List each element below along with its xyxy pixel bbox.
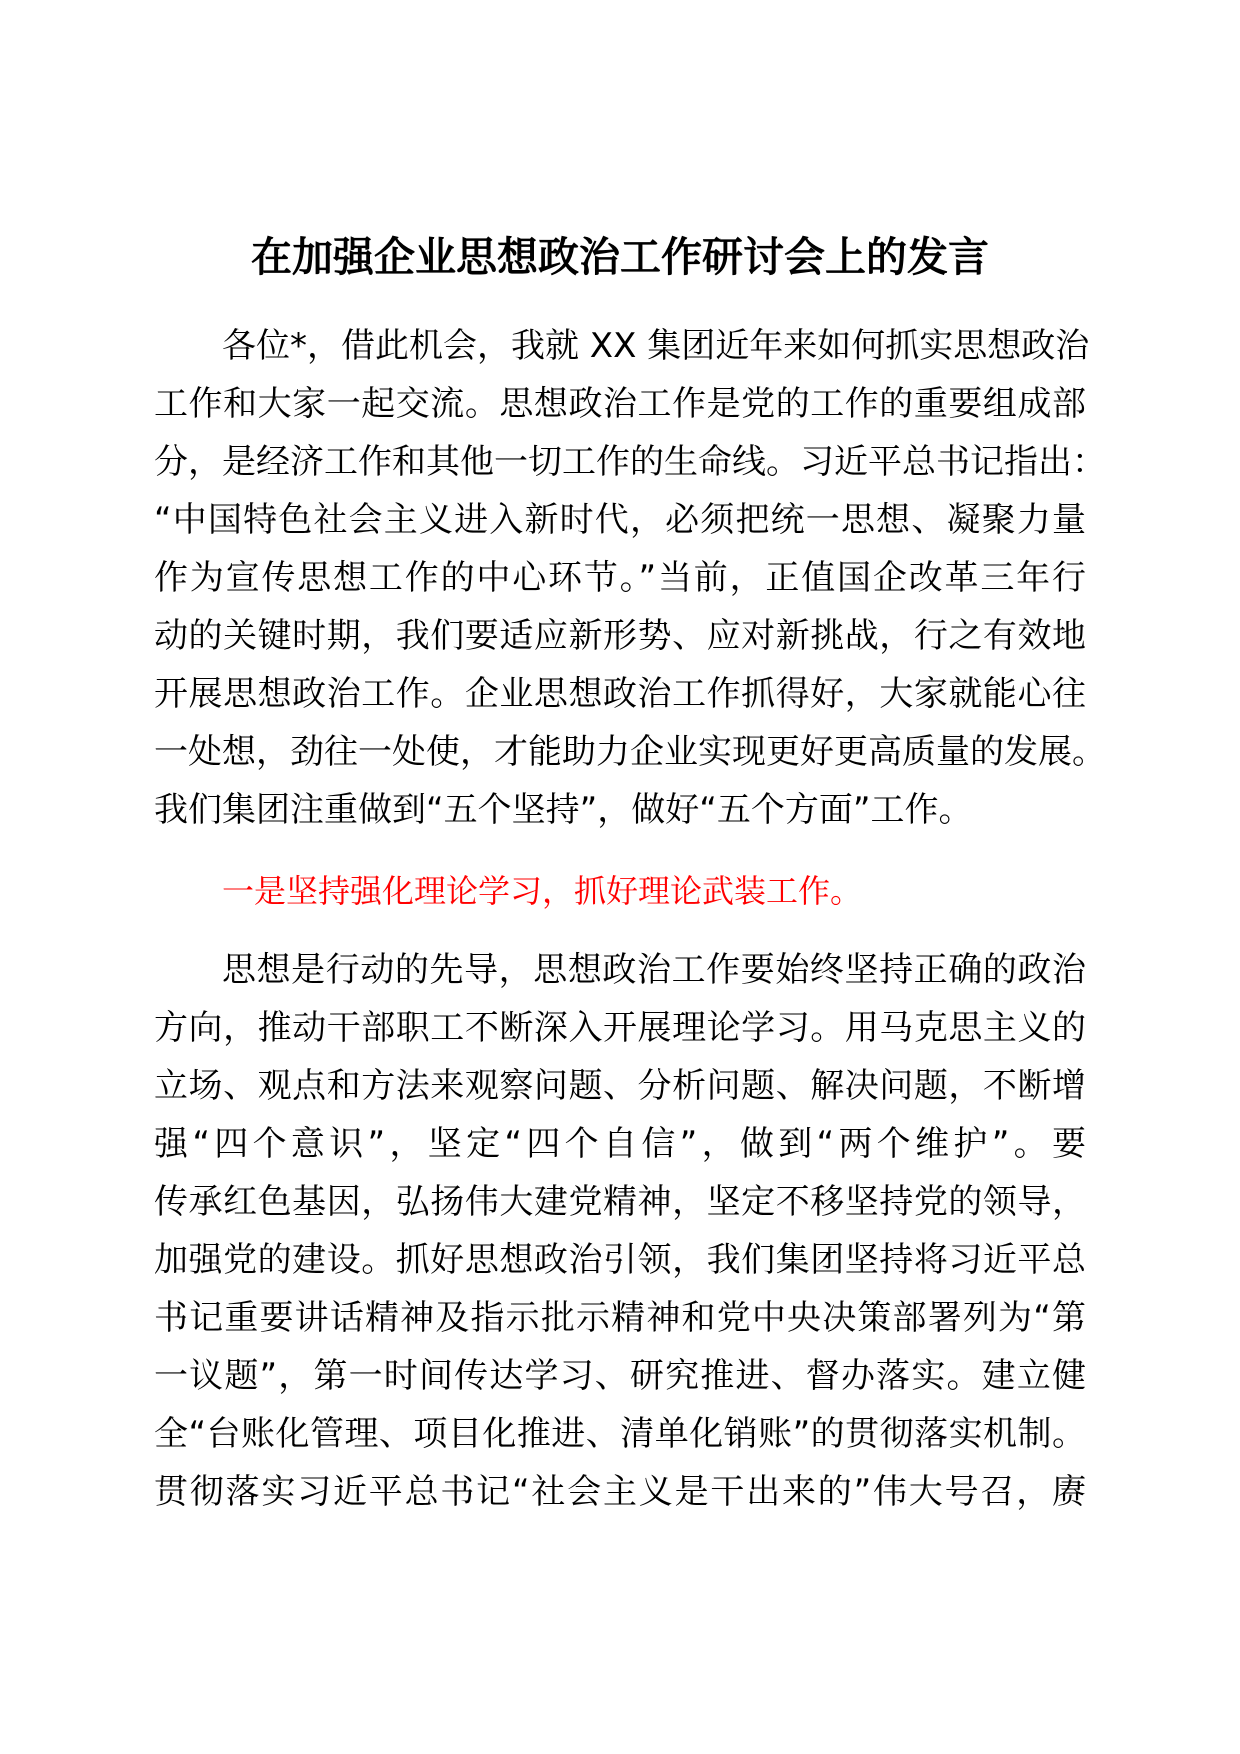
text-line: 强“四个意识”，坚定“四个自信”，做到“两个维护”。要: [154, 1124, 1086, 1164]
text-line: 分，是经济工作和其他一切工作的生命线。习近平总书记指出：: [154, 442, 1106, 482]
text-line: 思想是行动的先导，思想政治工作要始终坚持正确的政治: [222, 950, 1086, 990]
text-line: 全“台账化管理、项目化推进、清单化销账”的贯彻落实机制。: [154, 1414, 1086, 1454]
text-line: 加强党的建设。抓好思想政治引领，我们集团坚持将习近平总: [154, 1240, 1086, 1280]
text-line: 传承红色基因，弘扬伟大建党精神，坚定不移坚持党的领导，: [154, 1182, 1086, 1222]
text-line: 作为宣传思想工作的中心环节。”当前，正值国企改革三年行: [154, 558, 1086, 598]
text-line: 贯彻落实习近平总书记“社会主义是干出来的”伟大号召，赓: [154, 1472, 1086, 1512]
text-line: 一处想，劲往一处使，才能助力企业实现更好更高质量的发展。: [154, 732, 1106, 772]
paragraph-intro: [154, 317, 1106, 839]
text-line: 方向，推动干部职工不断深入开展理论学习。用马克思主义的: [154, 1008, 1086, 1048]
document-title: 在加强企业思想政治工作研讨会上的发言: [251, 233, 989, 281]
text-line: 工作和大家一起交流。思想政治工作是党的工作的重要组成部: [154, 384, 1086, 424]
text-line: 一议题”，第一时间传达学习、研究推进、督办落实。建立健: [154, 1356, 1086, 1396]
text-line: “中国特色社会主义进入新时代，必须把统一思想、凝聚力量: [154, 500, 1086, 540]
text-line: 书记重要讲话精神及指示批示精神和党中央决策部署列为“第: [154, 1298, 1086, 1338]
text-line: 各位*，借此机会，我就 XX 集团近年来如何抓实思想政治: [222, 326, 1090, 366]
text-line: 立场、观点和方法来观察问题、分析问题、解决问题，不断增: [154, 1066, 1086, 1106]
text-line: 开展思想政治工作。企业思想政治工作抓得好，大家就能心往: [154, 674, 1086, 714]
text-line: 我们集团注重做到“五个坚持”，做好“五个方面”工作。: [154, 790, 973, 830]
section-heading-1: 一是坚持强化理论学习，抓好理论武装工作。: [222, 872, 863, 910]
text-line: 动的关键时期，我们要适应新形势、应对新挑战，行之有效地: [154, 616, 1086, 656]
paragraph-theory-study: [154, 941, 1086, 1521]
